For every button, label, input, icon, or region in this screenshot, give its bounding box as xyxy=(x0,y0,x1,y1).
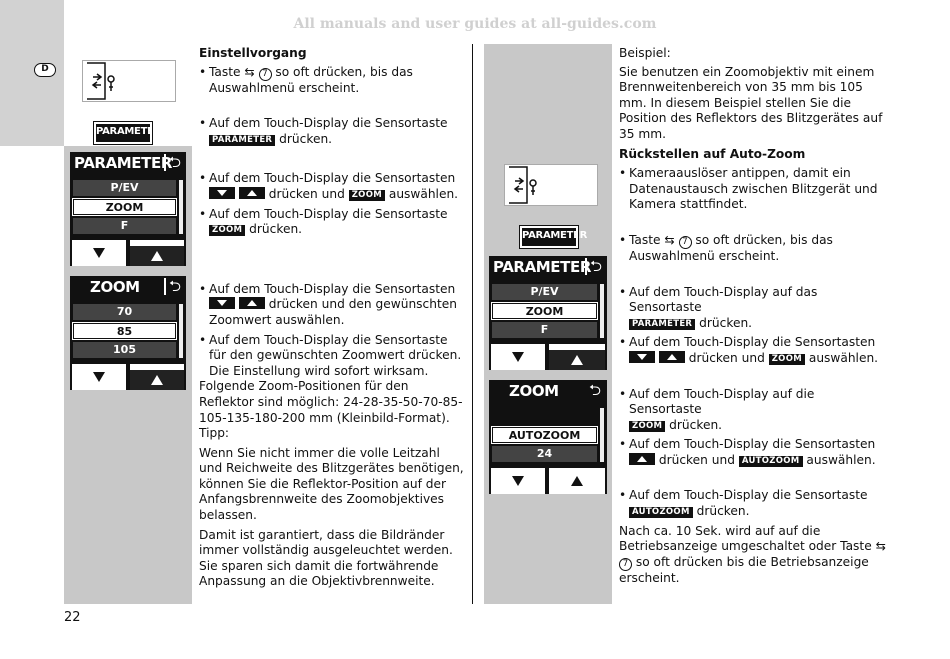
section-heading: Rückstellen auf Auto-Zoom xyxy=(619,146,806,161)
step xyxy=(619,285,887,332)
menu-row: 105 xyxy=(73,342,176,358)
page-number: 22 xyxy=(64,610,81,625)
step-text: auswählen. xyxy=(804,350,879,365)
step xyxy=(199,65,465,97)
scrollbar xyxy=(179,180,183,234)
step-text: Auf dem Touch-Display die Sensortasten xyxy=(209,281,456,296)
menu-row: P/EV xyxy=(73,180,176,196)
menu-row-selected: ZOOM xyxy=(73,199,176,215)
step-text: drücken. xyxy=(245,222,303,237)
down-arrow-icon xyxy=(93,372,105,382)
up-button xyxy=(130,240,184,266)
step-text: drücken. xyxy=(692,504,750,519)
up-arrow-icon xyxy=(151,375,163,385)
up-button xyxy=(549,344,605,370)
step-text: Taste xyxy=(629,232,665,247)
step xyxy=(199,171,465,202)
example-text: Sie benutzen ein Zoomobjektiv mit einem Brennweitenbereich von 35 mm bis 105 mm. In diesem Beispiel stellen Sie die Position des Reflektors des Blitzgerätes auf 35 mm. xyxy=(619,64,883,141)
flash-key-illustration xyxy=(82,60,176,102)
step-text: drücken und den gewünschten Zoomwert auswählen. xyxy=(209,297,457,327)
step xyxy=(199,207,465,238)
step-text: Auf dem Touch-Display die Sensortasten xyxy=(629,335,876,350)
up-arrow-icon xyxy=(151,251,163,261)
back-icon: ⮌ xyxy=(164,278,184,295)
step-text: drücken. xyxy=(695,315,753,330)
sensor-tag: PARAMETER xyxy=(209,135,275,146)
example-label: Beispiel: xyxy=(619,46,671,60)
final-text xyxy=(619,524,887,587)
section-heading: Einstellvorgang xyxy=(199,46,307,60)
step-text: Auf dem Touch-Display auf das Sensortaste xyxy=(629,284,818,315)
screen-title: PARAMETER xyxy=(493,258,591,276)
step xyxy=(199,116,465,147)
up-button xyxy=(130,364,184,390)
mode-key-icon: ⇆ xyxy=(244,64,255,79)
step-text: Auf dem Touch-Display die Sensortaste für den gewünschten Zoomwert drücken. Die Einstellung wird sofort wirksam. xyxy=(209,332,462,378)
down-arrow-icon xyxy=(209,187,235,199)
menu-row: P/EV xyxy=(492,284,597,300)
up-arrow-icon xyxy=(571,355,583,365)
step xyxy=(619,166,887,213)
down-arrow-icon xyxy=(93,248,105,258)
down-button xyxy=(72,240,126,266)
sensor-tag: ZOOM xyxy=(769,354,805,365)
down-arrow-icon xyxy=(629,351,655,363)
screen-title: ZOOM xyxy=(509,382,559,400)
sensor-tag: ZOOM xyxy=(209,225,245,236)
left-column xyxy=(199,46,465,590)
step-text: Auf dem Touch-Display die Sensortasten xyxy=(629,437,876,452)
menu-row: 70 xyxy=(73,304,176,320)
watermark: All manuals and user guides at all-guides.com xyxy=(293,16,657,32)
back-icon: ⮌ xyxy=(585,258,605,275)
down-arrow-icon xyxy=(512,476,524,486)
sensor-tag: AUTOZOOM xyxy=(629,507,693,518)
down-button xyxy=(72,364,126,390)
step-text: Auf dem Touch-Display die Sensortaste xyxy=(629,488,868,503)
step-text: so oft drücken, bis das Auswahlmenü erscheint. xyxy=(629,232,833,263)
screen-title: ZOOM xyxy=(90,278,140,296)
step xyxy=(199,282,465,329)
menu-row-selected: 85 xyxy=(73,323,176,339)
mode-key-icon: ⇆ xyxy=(875,539,886,554)
step-text: drücken und xyxy=(264,186,349,201)
flash-key-illustration xyxy=(504,164,598,206)
down-button xyxy=(491,344,545,370)
down-arrow-icon xyxy=(512,352,524,362)
zoom-menu-screen xyxy=(70,276,186,390)
menu-row: F xyxy=(73,218,176,234)
step xyxy=(619,387,887,434)
back-icon: ⮌ xyxy=(588,381,601,399)
up-arrow-icon xyxy=(239,297,265,309)
menu-row: F xyxy=(492,322,597,338)
right-column xyxy=(619,46,887,586)
step-text: auswählen. xyxy=(384,186,459,201)
zoom-positions-text: Folgende Zoom-Positionen für den Reflektor sind möglich: 24-28-35-50-70-85-105-135-180-200 mm (Kleinbild-Format). xyxy=(199,379,463,425)
step xyxy=(199,333,465,380)
screen-title: PARAMETER xyxy=(74,154,172,172)
step-text: Auf dem Touch-Display auf die Sensortaste xyxy=(629,386,815,417)
sensor-tag: ZOOM xyxy=(349,190,385,201)
menu-row-selected: ZOOM xyxy=(492,303,597,319)
step-text: Auf dem Touch-Display die Sensortaste xyxy=(209,116,448,131)
up-arrow-icon xyxy=(239,187,265,199)
step xyxy=(619,335,887,366)
key-number: 7 xyxy=(259,68,272,81)
sensor-tag: ZOOM xyxy=(629,421,665,432)
tip-text: Damit ist garantiert, dass die Bildränder immer vollständig ausgeleuchtet werden. Sie sparen sich damit die fortwährende Anpassung an die Objektivbrennweite. xyxy=(199,527,453,589)
step-text: so oft drücken, bis das Auswahlmenü erscheint. xyxy=(209,64,413,95)
step-text: Taste xyxy=(209,64,245,79)
step-text: Auf dem Touch-Display die Sensortasten xyxy=(209,171,456,186)
down-arrow-icon xyxy=(209,297,235,309)
parameter-tag-illustration: PARAMETER xyxy=(94,122,152,144)
up-arrow-icon xyxy=(629,453,655,465)
parameter-menu-screen xyxy=(489,256,607,370)
step-text: Nach ca. 10 Sek. wird auf auf die Betriebsanzeige umgeschaltet oder Taste xyxy=(619,523,876,554)
scrollbar xyxy=(600,408,604,462)
step-text: Auf dem Touch-Display die Sensortaste xyxy=(209,206,448,221)
language-badge: D xyxy=(34,63,56,77)
step-text: drücken und xyxy=(684,350,769,365)
step-text: auswählen. xyxy=(802,452,876,467)
parameter-menu-screen xyxy=(70,152,186,266)
sensor-tag: PARAMETER xyxy=(629,319,695,330)
column-divider xyxy=(472,44,473,604)
step-text: drücken. xyxy=(665,417,723,432)
scrollbar xyxy=(179,304,183,358)
up-arrow-icon xyxy=(571,476,583,486)
menu-row: 24 xyxy=(492,446,597,462)
tip-label: Tipp: xyxy=(199,426,230,441)
step-text: so oft drücken bis die Betriebsanzeige erscheint. xyxy=(619,554,869,585)
mode-key-icon: ⇆ xyxy=(664,232,675,247)
tip-text: Wenn Sie nicht immer die volle Leitzahl und Reichweite des Blitzgerätes benötigen, können Sie die Reflektor-Position auf der Anfangsbrennweite des Zoomobjektives belassen. xyxy=(199,445,464,523)
sensor-tag: AUTOZOOM xyxy=(739,456,803,467)
up-button xyxy=(549,468,605,494)
step xyxy=(619,233,887,265)
back-icon: ⮌ xyxy=(164,154,184,171)
step-text: drücken und xyxy=(655,452,739,467)
up-arrow-icon xyxy=(659,351,685,363)
step xyxy=(619,437,887,468)
key-number: 7 xyxy=(619,558,632,571)
step-text: Kameraauslöser antippen, damit ein Datenaustausch zwischen Blitzgerät und Kamera stattfindet. xyxy=(629,166,878,212)
autozoom-menu-screen xyxy=(489,380,607,494)
step xyxy=(619,488,887,519)
down-button xyxy=(491,468,545,494)
step-text: drücken. xyxy=(275,131,333,146)
key-number: 7 xyxy=(679,236,692,249)
menu-row-selected: AUTOZOOM xyxy=(492,427,597,443)
parameter-tag-illustration: PARAMETER xyxy=(520,226,578,248)
scrollbar xyxy=(600,284,604,338)
